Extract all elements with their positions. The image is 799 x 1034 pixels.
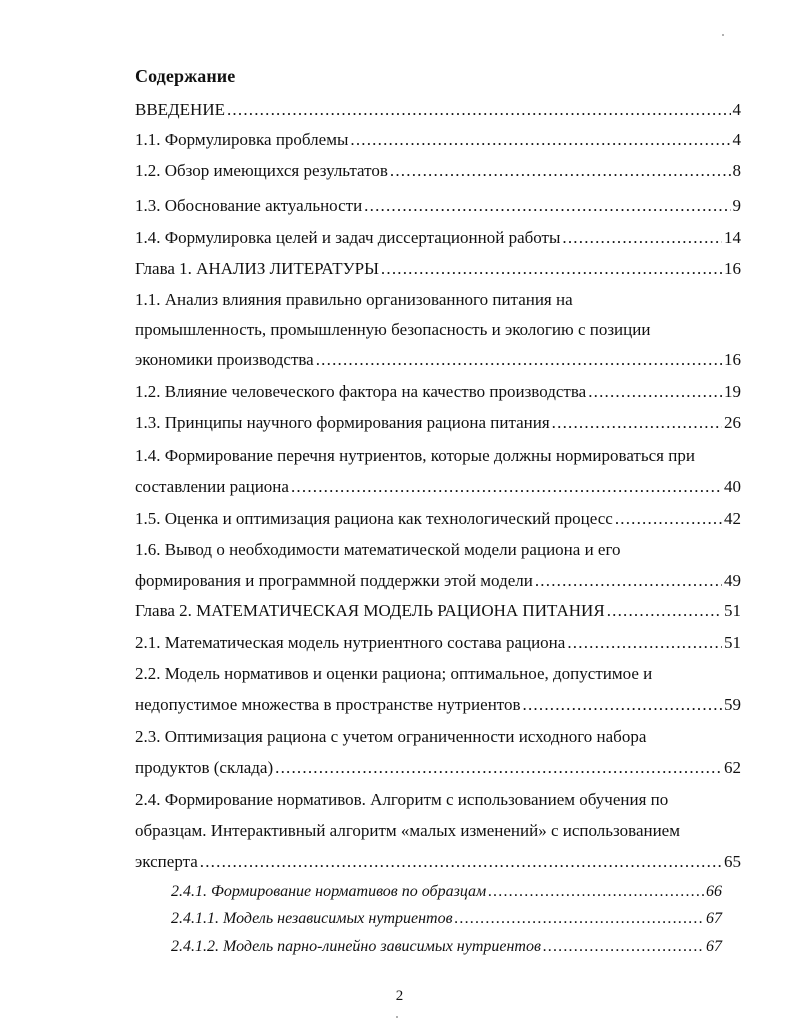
toc-entry-title: 2.4.1. Формирование нормативов по образцам [171,883,487,900]
toc-entry [135,98,741,122]
toc-entry-page: 49 [724,571,741,590]
toc-entry-title: 2.4.1.1. Модель независимых нутриентов [171,910,453,927]
dot-leader [615,507,722,531]
toc-entry-title: продуктов (склада) [135,758,274,777]
toc-entry-page: 4 [732,100,741,119]
toc-entry-line: 1.6. Вывод о необходимости математической модели рациона и его [135,540,621,559]
toc-entry-title: эксперта [135,852,198,871]
toc-entry-page: 51 [724,633,741,652]
toc-entry-page: 67 [706,938,722,955]
toc-entry-title: 1.3. Принципы научного формирования рациона питания [135,413,550,432]
toc-entry-page: 67 [706,910,722,927]
toc-entry-page: 51 [724,601,741,620]
toc-entry-title: 2.4.1.2. Модель парно-линейно зависимых нутриентов [171,938,541,955]
toc-entry [135,507,741,531]
toc-entry-page: 16 [724,350,741,369]
dot-leader [552,411,722,435]
dot-leader [567,631,722,655]
toc-entry-line: 2.4. Формирование нормативов. Алгоритм с использованием обучения по [135,790,669,809]
toc-entry-page: 40 [724,477,741,496]
toc-subentry [171,907,722,931]
toc-entry-title: экономики производства [135,350,314,369]
dot-leader [275,756,722,780]
toc-entry-page: 66 [706,883,722,900]
toc-entry [135,475,741,499]
dot-leader [455,907,704,931]
dot-leader [291,475,722,499]
page-number: 2 [395,988,404,1004]
toc-entry-line: 2.2. Модель нормативов и оценки рациона; оптимальное, допустимое и [135,664,653,683]
scan-speck [396,1016,398,1018]
dot-leader [523,693,722,717]
dot-leader [535,569,722,593]
dot-leader [607,599,722,623]
toc-entry [135,631,741,655]
toc-entry-title: ВВЕДЕНИЕ [135,100,225,119]
toc-entry [135,569,741,593]
toc-entry-page: 65 [724,852,741,871]
dot-leader [390,159,731,183]
dot-leader [350,128,730,152]
toc-entry-page: 9 [732,196,741,215]
toc-entry-page: 26 [724,413,741,432]
dot-leader [200,850,722,874]
scan-speck [722,34,724,36]
toc-entry [135,411,741,435]
toc-heading: Содержание [135,66,236,86]
toc-entry-page: 16 [724,259,741,278]
toc-entry-title: 1.1. Формулировка проблемы [135,130,349,149]
toc-entry [135,599,741,623]
toc-entry-title: 1.5. Оценка и оптимизация рациона как технологический процесс [135,509,613,528]
toc-entry-page: 42 [724,509,741,528]
toc-entry-page: 59 [724,695,741,714]
dot-leader [488,880,704,904]
dot-leader [588,380,722,404]
toc-entry [135,257,741,281]
toc-subentry [171,880,722,904]
toc-entry-line: образцам. Интерактивный алгоритм «малых изменений» с использованием [135,821,680,840]
toc-entry [135,756,741,780]
toc-entry [135,226,741,250]
toc-entry-page: 62 [724,758,741,777]
toc-entry-title: формирования и программной поддержки этой модели [135,571,533,590]
toc-entry-line: 1.4. Формирование перечня нутриентов, которые должны нормироваться при [135,446,695,465]
toc-entry-line: 1.1. Анализ влияния правильно организованного питания на [135,290,573,309]
toc-entry-page: 8 [732,161,741,180]
toc-entry [135,850,741,874]
toc-entry-line: 2.3. Оптимизация рациона с учетом ограниченности исходного набора [135,727,647,746]
toc-entry-title: 1.3. Обоснование актуальности [135,196,363,215]
toc-entry-page: 19 [724,382,741,401]
toc-entry-title: 1.2. Влияние человеческого фактора на качество производства [135,382,587,401]
dot-leader [316,348,722,372]
toc-entry-title: Глава 2. МАТЕМАТИЧЕСКАЯ МОДЕЛЬ РАЦИОНА ПИТАНИЯ [135,601,605,620]
toc-entry [135,348,741,372]
dot-leader [562,226,722,250]
toc-entry [135,380,741,404]
toc-entry-title: Глава 1. АНАЛИЗ ЛИТЕРАТУРЫ [135,259,379,278]
toc-entry-title: недопустимое множества в пространстве нутриентов [135,695,521,714]
toc-entry-page: 14 [724,228,741,247]
toc-entry-title: 2.1. Математическая модель нутриентного состава рациона [135,633,566,652]
dot-leader [381,257,722,281]
dot-leader [364,194,730,218]
dot-leader [543,935,704,959]
toc-entry [135,159,741,183]
toc-entry-title: 1.2. Обзор имеющихся результатов [135,161,388,180]
toc-subentry [171,935,722,959]
toc-entry-title: составлении рациона [135,477,289,496]
toc-entry [135,194,741,218]
toc-entry [135,128,741,152]
dot-leader [227,98,731,122]
toc-entry-title: 1.4. Формулировка целей и задач диссертационной работы [135,228,561,247]
toc-entry-page: 4 [732,130,741,149]
toc-entry-line: промышленность, промышленную безопасность и экологию с позиции [135,320,651,339]
toc-entry [135,693,741,717]
